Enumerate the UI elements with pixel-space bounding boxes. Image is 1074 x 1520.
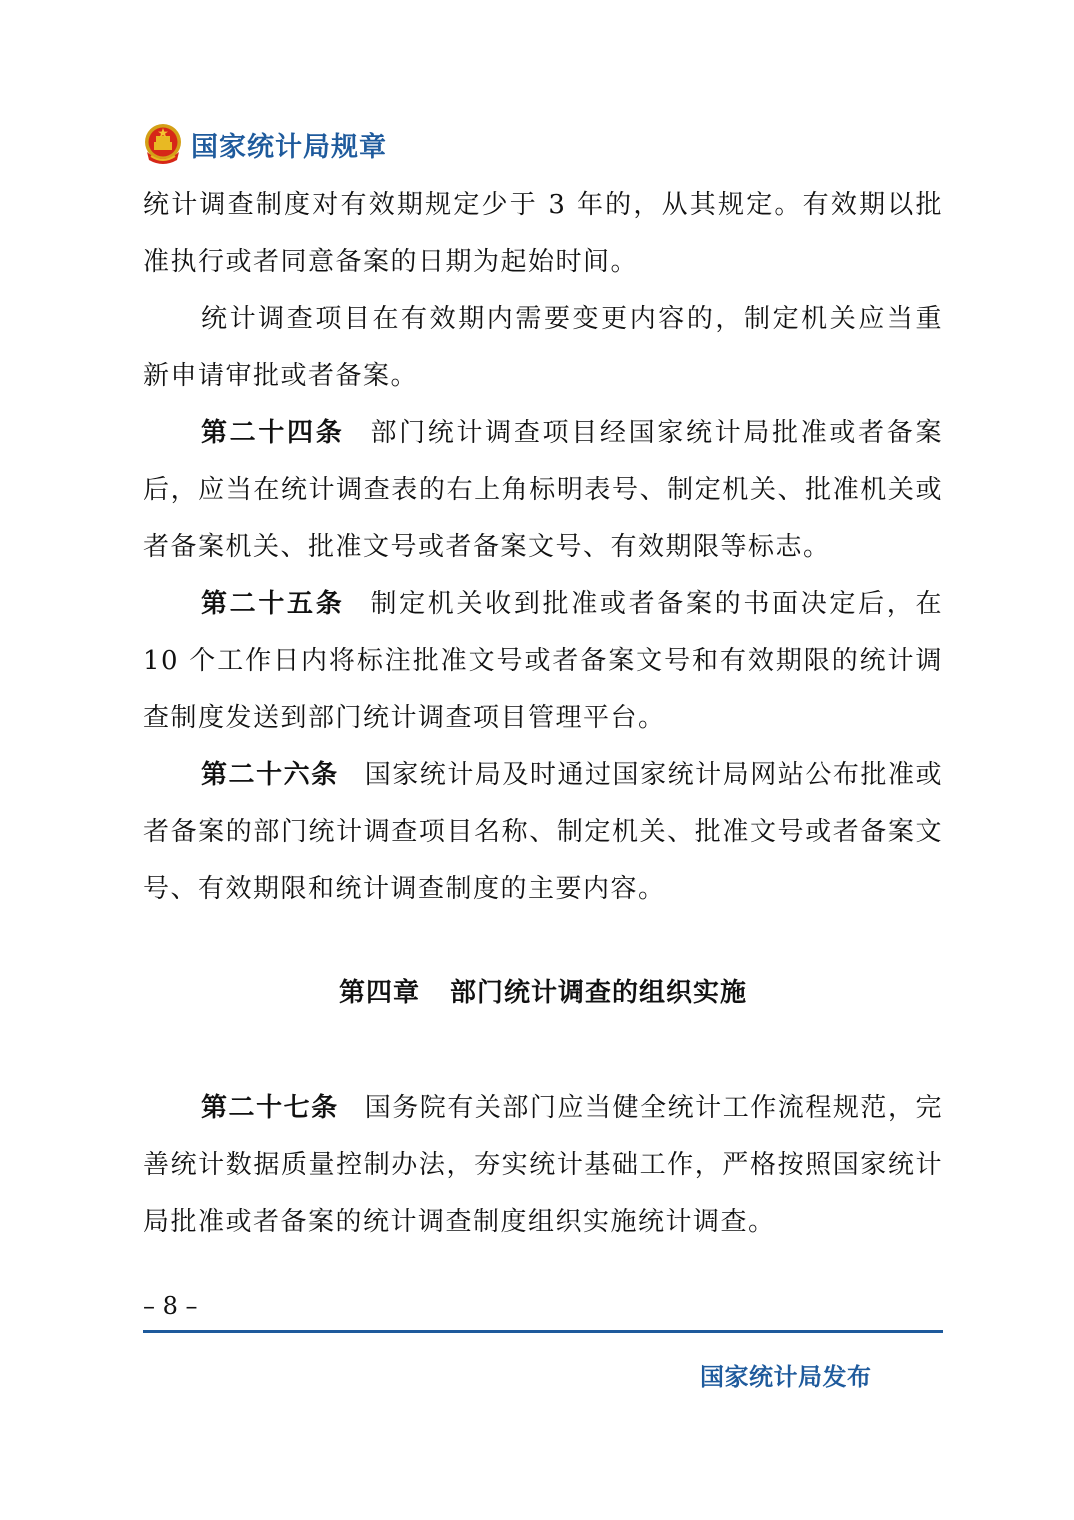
header-title: 国家统计局规章 <box>191 131 387 163</box>
article-26 <box>143 747 943 918</box>
national-emblem-icon <box>143 122 183 166</box>
chapter-heading <box>143 968 943 1018</box>
article-number: 第二十四条 <box>201 418 345 448</box>
paragraph-validity: 统计调查制度对有效期规定少于 3 年的，从其规定。有效期以批准执行或者同意备案的日期为起始时间。 <box>143 190 943 277</box>
article-text: 制定机关收到批准或者备案的书面决定后，在 10 个工作日内将标注批准文号或者备案文号和有效期限的统计调查制度发送到部门统计调查项目管理平台。 <box>143 589 943 733</box>
page-header <box>143 120 387 168</box>
paragraph-changes: 统计调查项目在有效期内需要变更内容的，制定机关应当重新申请审批或者备案。 <box>143 304 943 391</box>
chapter-title: 部门统计调查的组织实施 <box>450 978 748 1008</box>
article-24 <box>143 405 943 576</box>
document-body-2 <box>143 1080 943 1251</box>
page-number: – 8 – <box>143 1292 198 1320</box>
footer-publisher: 国家统计局发布 <box>700 1363 872 1391</box>
article-number: 第二十六条 <box>201 760 339 790</box>
article-number: 第二十五条 <box>201 589 345 619</box>
article-text: 部门统计调查项目经国家统计局批准或者备案后，应当在统计调查表的右上角标明表号、制定机关、批准机关或者备案机关、批准文号或者备案文号、有效期限等标志。 <box>143 418 943 562</box>
document-body <box>143 177 943 918</box>
article-number: 第二十七条 <box>201 1093 339 1123</box>
article-25 <box>143 576 943 747</box>
footer-divider <box>143 1330 943 1333</box>
article-text: 国家统计局及时通过国家统计局网站公布批准或者备案的部门统计调查项目名称、制定机关、批准文号或者备案文号、有效期限和统计调查制度的主要内容。 <box>143 760 943 904</box>
article-27 <box>143 1080 943 1251</box>
article-text: 国务院有关部门应当健全统计工作流程规范，完善统计数据质量控制办法，夯实统计基础工作，严格按照国家统计局批准或者备案的统计调查制度组织实施统计调查。 <box>143 1093 943 1237</box>
chapter-number: 第四章 <box>338 978 420 1008</box>
